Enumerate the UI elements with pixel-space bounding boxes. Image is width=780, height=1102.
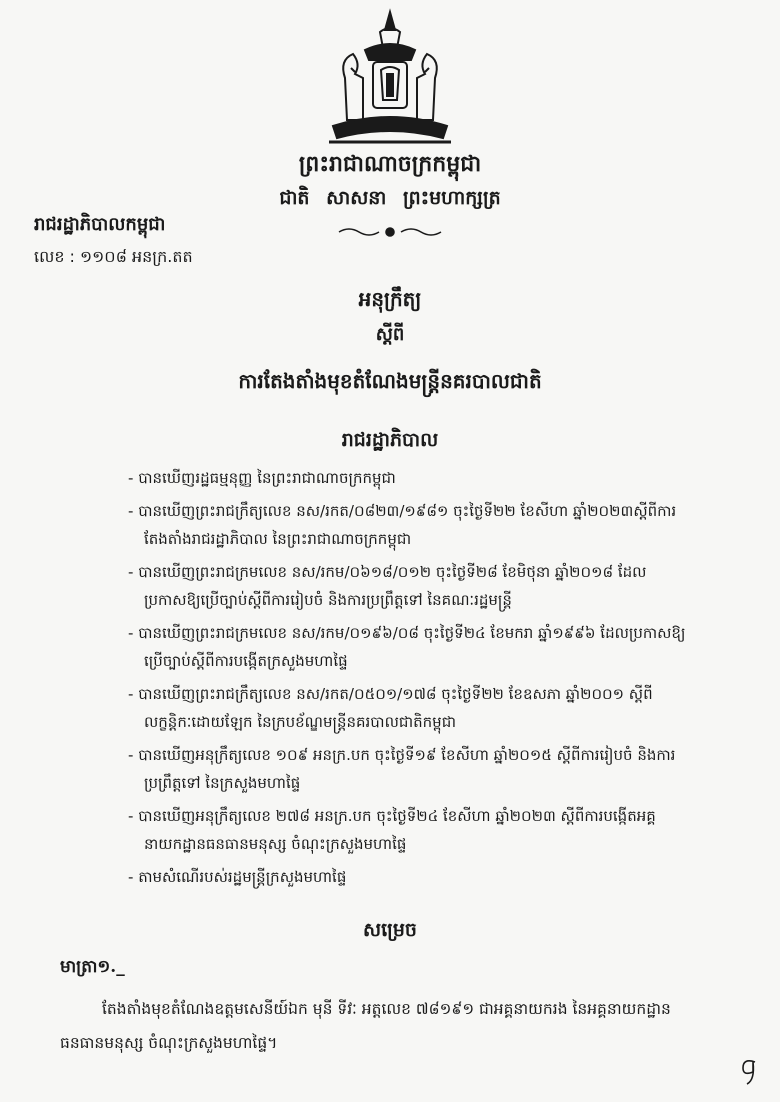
article-title: មាត្រា១._ [60,957,125,977]
document-about: ស្តីពី [375,324,405,345]
list-item: - បានឃើញអនុក្រឹត្យលេខ ១០៩ អនក្រ.បក ចុះថ្ងៃទី១៩ ខែសីហា ឆ្នាំ២០១៥ ស្តីពីការរៀបចំ និងការប្រព្រឹត្តទៅ នៃក្រសួងមហាផ្ទៃ [128,741,688,797]
royal-coat-of-arms-icon [325,8,455,146]
kingdom-name: ព្រះរាជាណាចក្រកម្ពុជា [298,151,482,177]
decision-heading: សម្រេច [363,919,417,941]
article-body: តែងតាំងមុខតំណែងឧត្តមសេនីយ៍ឯក មុនី ទីវៈ អត្តលេខ ៧៨១៩១ ជាអគ្គនាយករង នៃអគ្គនាយកដ្ឋានធនធានមនុស្ស ចំណុះក្រសួងមហាផ្ទៃ។ [60,1000,671,1052]
list-item: - បានឃើញព្រះរាជក្រមលេខ នស/រកម/០៦១៨/០១២ ចុះថ្ងៃទី២៨ ខែមិថុនា ឆ្នាំ២០១៨ ដែលប្រកាសឱ្យប្រើច្បាប់ស្តីពីការរៀបចំ និងការប្រព្រឹត្តទៅ នៃគណៈរដ្ឋមន្ត្រី [128,558,688,614]
list-item: - តាមសំណើរបស់រដ្ឋមន្ត្រីក្រសួងមហាផ្ទៃ [128,863,688,891]
issuer-heading: រាជរដ្ឋាភិបាល [341,429,439,451]
list-item: - បានឃើញព្រះរាជក្រឹត្យលេខ នស/រកត/០៨២៣/១៩៨១ ចុះថ្ងៃទី២២ ខែសីហា ឆ្នាំ២០២៣ស្តីពីការតែងតាំងរាជរដ្ឋាភិបាល នៃព្រះរាជាណាចក្រកម្ពុជា [128,497,688,553]
document-subject: ការតែងតាំងមុខតំណែងមន្ត្រីនគរបាលជាតិ [238,369,542,393]
handwritten-initial-icon [735,1056,763,1086]
decorative-divider-icon [335,224,445,240]
national-motto: ជាតិ សាសនា ព្រះមហាក្សត្រ [279,187,501,209]
considerations-list [128,464,688,896]
issuing-authority: រាជរដ្ឋាភិបាលកម្ពុជា [34,214,166,235]
list-item: - បានឃើញរដ្ឋធម្មនុញ្ញ នៃព្រះរាជាណាចក្រកម្ពុជា [128,464,688,492]
list-item: - បានឃើញព្រះរាជក្រឹត្យលេខ នស/រកត/០៥០១/១៧៨ ចុះថ្ងៃទី២២ ខែឧសភា ឆ្នាំ២០០១ ស្តីពីលក្ខន្តិកៈដោយឡែក នៃក្របខ័ណ្ឌមន្ត្រីនគរបាលជាតិកម្ពុជា [128,680,688,736]
list-item: - បានឃើញអនុក្រឹត្យលេខ ២៧៨ អនក្រ.បក ចុះថ្ងៃទី២៤ ខែសីហា ឆ្នាំ២០២៣ ស្តីពីការបង្កើតអគ្គនាយកដ្ឋានធនធានមនុស្ស ចំណុះក្រសួងមហាផ្ទៃ [128,802,688,858]
list-item: - បានឃើញព្រះរាជក្រមលេខ នស/រកម/០១៩៦/០៨ ចុះថ្ងៃទី២៤ ខែមករា ឆ្នាំ១៩៩៦ ដែលប្រកាសឱ្យប្រើច្បាប់ស្តីពីការបង្កើតក្រសួងមហាផ្ទៃ [128,619,688,675]
document-type: អនុក្រឹត្យ [358,287,422,311]
document-number: លេខ : ១១០៨ អនក្រ.តត [34,247,193,266]
